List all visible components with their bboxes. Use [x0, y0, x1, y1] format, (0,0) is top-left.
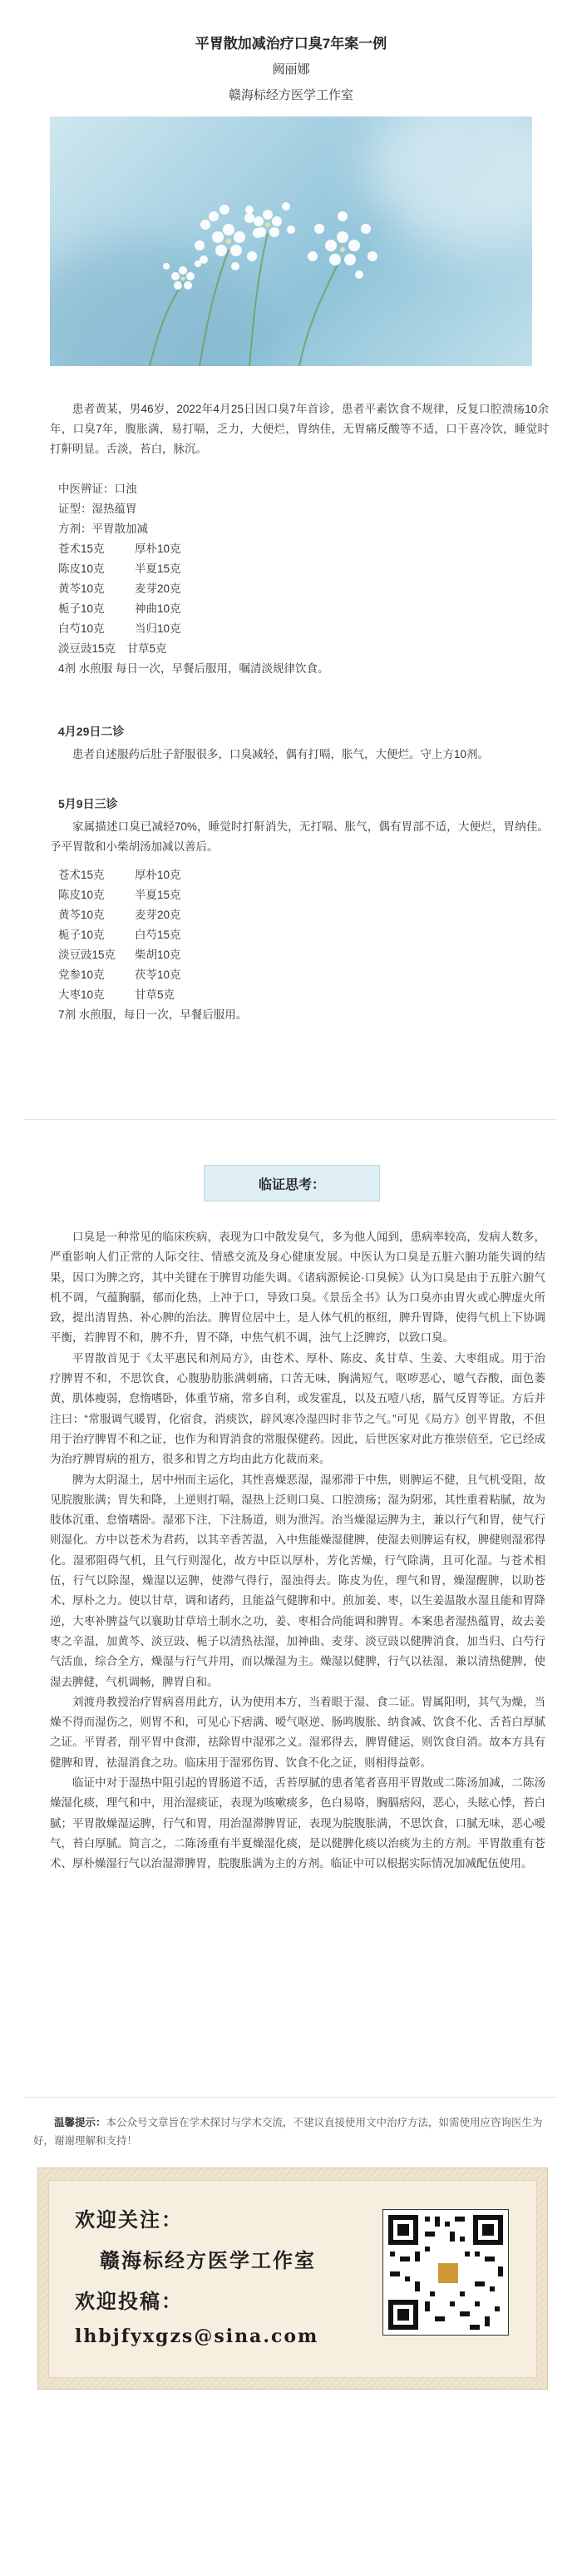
prescription-block-1: [58, 479, 329, 679]
reflection-paragraph: 脾为太阴湿土，居中州而主运化，其性喜燥恶湿，湿邪滞于中焦，则脾运不健，且气机受阻，故见脘腹胀满；胃失和降，上逆则打嗝，湿热上泛则口臭、口腔溃疡；湿为阴邪，其性重着粘腻，故为肢体沉重、怠惰嗜卧。湿邪下注，下注肠道，则为泄泻。治当燥湿运脾为主，兼以行气和胃，使气行则湿化。方中以苍术为君药，以其辛香苦温，入中焦能燥湿健脾，使湿去则脾运有权，脾健则湿邪得化。湿邪阻碍气机，且气行则湿化，故方中臣以厚朴，芳化苦燥，行气除满，且可化湿。与苍术相伍，行气以除湿，燥湿以运脾，使滞气得行，湿浊得去。陈皮为佐，理气和胃，燥湿醒脾，以助苍术、厚朴之力。使以甘草，调和诸药，且能益气健脾和中。煎加姜、枣，以生姜温散水湿且能和胃降逆，大枣补脾益气以襄助甘草培土制水之功，姜、枣相合尚能调和脾胃。本案患者湿热蕴胃，故去姜枣之辛温，加黄芩、淡豆豉、栀子以清热祛湿，加神曲、麦芽、淡豆豉以健脾消食，加当归、白芍行气活血，综合全方，燥湿与行气并用，而以燥湿为主。燥湿以健脾，行气以祛湿，兼以清热健脾，使湿去脾健，气机调畅，脾胃自和。: [50, 1473, 545, 1688]
herb-item: 白芍15克: [135, 929, 181, 941]
section-divider: [25, 2097, 557, 2098]
herb-item: 党参10克: [58, 968, 105, 981]
flower-illustration: [50, 116, 532, 366]
visit3-text: 家属描述口臭已减轻70%，睡觉时打鼾消失，无打嗝、胀气，偶有胃部不适，大便烂，胃纳佳。予平胃散和小柴胡汤加减以善后。: [50, 820, 549, 853]
reflection-text: [50, 1227, 545, 1875]
notice-text: 温馨提示：本公众号文章旨在学术探讨与学术交流，不建议直接使用文中治疗方法，如需使用应咨询医生为好，谢谢理解和支持！: [33, 2117, 543, 2147]
reflection-banner: 临证思考：: [204, 1165, 380, 1201]
notice-label: 温馨提示：: [54, 2117, 106, 2128]
herb-item: 白芍10克: [58, 622, 105, 635]
reflection-paragraph: 平胃散首见于《太平惠民和剂局方》，由苍术、厚朴、陈皮、炙甘草、生姜、大枣组成。用于治疗脾胃不和，不思饮食，心腹胁肋胀满刺痛，口苦无味，胸满短气，呕哕恶心，噫气吞酸，面色萎黄，肌体瘦弱，怠惰嗜卧，体重节痛，常多自利，或发霍乱，以及五噎八痞，膈气反胃等证。方后并注曰：“常服调气暖胃，化宿食，消痰饮，辟风寒冷湿四时非节之气。”可见《局方》创平胃散，不但用于治疗脾胃不和之证，也作为和胃消食的常服保健药。因此，后世医家对此方推崇倍至，它已经成为治疗脾胃病的祖方，很多和胃之方均由此方化裁而来。: [50, 1351, 545, 1466]
herb-item: 黄芩10克: [58, 909, 105, 921]
usage-line-1: 4剂 水煎服 每日一次，早餐后服用，嘱清淡规律饮食。: [58, 662, 329, 675]
page-footer-space: [0, 2405, 582, 2576]
herb-item: 陈皮10克: [58, 889, 105, 901]
visit2-heading: 4月29日二诊: [58, 725, 125, 738]
follow-line-1: 欢迎关注：: [75, 2207, 183, 2232]
herb-item: 淡豆豉15克: [58, 949, 116, 961]
herb-item: 麦芽20克: [135, 582, 181, 595]
herb-item: 栀子10克: [58, 929, 105, 941]
usage-line-2: 7剂 水煎服，每日一次，早餐后服用。: [58, 1008, 248, 1021]
case-intro: 患者黄某，男46岁，2022年4月25日因口臭7年首诊，患者平素饮食不规律，反复口腔溃疡10余年，口臭7年，腹胀满，易打嗝，乏力，大便烂，胃纳佳，无胃痛反酸等不适，口干喜冷饮，睡觉时打鼾明显。舌淡，苔白，脉沉。: [50, 403, 549, 455]
herb-item: 神曲10克: [135, 602, 181, 615]
qr-logo-icon: [436, 2261, 460, 2285]
herb-item: 半夏15克: [135, 889, 181, 901]
herb-item: 大枣10克: [58, 988, 105, 1001]
reflection-paragraph: 刘渡舟教授治疗胃病喜用此方，认为使用本方，当着眼于湿、食二证。胃属阳明，其气为燥，当燥不得而湿伤之，则胃不和，可见心下痞满、嗳气呕逆、肠鸣腹胀、纳食减、饮食不化、舌苔白厚腻之证。平胃者，削平胃中食滞，祛除胃中湿邪之义。湿邪得去，脾胃健运，则饮食自消。故本方具有健脾和胃，祛湿消食之功。临床用于湿邪伤胃、饮食不化之证，则相得益彰。: [50, 1695, 545, 1769]
author-name: 阙丽娜: [272, 62, 310, 77]
herb-item: 厚朴10克: [135, 542, 181, 555]
herb-item: 当归10克: [135, 622, 181, 635]
herb-item: 半夏15克: [135, 562, 181, 575]
follow-line-2: 赣海标经方医学工作室: [100, 2248, 316, 2272]
visit2-text: 患者自述服药后肚子舒服很多，口臭减轻，偶有打嗝，胀气，大便烂。守上方10剂。: [72, 748, 490, 760]
herb-list-2: [58, 865, 247, 1005]
section-divider: [25, 1119, 557, 1120]
diagnosis-line: 中医辨证：口浊: [58, 483, 137, 495]
herb-item: 陈皮10克: [58, 562, 105, 575]
herb-item: 苍术15克: [58, 542, 105, 555]
hero-image-white-flowers: [50, 116, 532, 366]
herb-list-1: [58, 539, 329, 639]
visit3-heading: 5月9日三诊: [58, 797, 118, 810]
herb-item: 甘草5克: [135, 988, 175, 1001]
herb-item: 淡豆豉15克 甘草5克: [58, 642, 167, 655]
herb-item: 厚朴10克: [135, 869, 181, 881]
article-title: 平胃散加减治疗口臭7年案一例: [195, 36, 387, 52]
organization-name: 赣海标经方医学工作室: [228, 88, 353, 102]
herb-item: 麦芽20克: [135, 909, 181, 921]
reflection-paragraph: 临证中对于湿热中阻引起的胃肠道不适，舌苔厚腻的患者笔者喜用平胃散或二陈汤加减，二陈汤燥湿化痰，理气和中，用治湿痰证，表现为咳嗽痰多，色白易咯，胸膈痞闷，恶心，头眩心悸，苔白腻；平胃散燥湿运脾，行气和胃，用治湿滞脾胃证，表现为脘腹胀满，不思饮食，口腻无味，恶心嗳气，苔白厚腻。简言之，二陈汤重有半夏燥湿化痰，是以健脾化痰以治痰为主的方剂。平胃散重有苍术、厚朴燥湿行气以治湿滞脾胃，脘腹胀满为主的方剂。临证中可以根据实际情况加减配伍使用。: [50, 1776, 545, 1870]
prescription-block-2: [58, 865, 247, 1025]
syndrome-line: 证型：湿热蕴胃: [58, 503, 137, 515]
herb-item: 苍术15克: [58, 869, 105, 881]
herb-item: 栀子10克: [58, 602, 105, 615]
herb-item: 柴胡10克: [135, 949, 181, 961]
reflection-paragraph: 口臭是一种常见的临床疾病，表现为口中散发臭气，多为他人闻到，患病率较高，发病人数多，严重影响人们正常的人际交往、情感交流及身心健康发展。中医认为口臭是五脏六腑功能失调的结果，因口为脾之窍，其中关键在于脾胃功能失调。《诸病源候论·口臭候》认为口臭是由于五脏六腑气机不调，气蕴胸膈，郁而化热，上冲于口，导致口臭。《景岳全书》认为口臭亦由胃火或心脾虚火所致，提出清胃热、补心脾的治法。脾胃位居中土，是人体气机的枢纽，脾升胃降，使得气机上下协调平衡，若脾胃不和，脾不升，胃不降，中焦气机不调，浊气上泛脾窍，以致口臭。: [50, 1231, 545, 1345]
formula-line: 方剂：平胃散加减: [58, 523, 148, 535]
herb-item: 茯苓10克: [135, 968, 181, 981]
follow-line-4: lhbjfyxgzs@sina.com: [75, 2326, 319, 2347]
herb-item: 黄芩10克: [58, 582, 105, 595]
follow-line-3: 欢迎投稿：: [75, 2289, 183, 2313]
